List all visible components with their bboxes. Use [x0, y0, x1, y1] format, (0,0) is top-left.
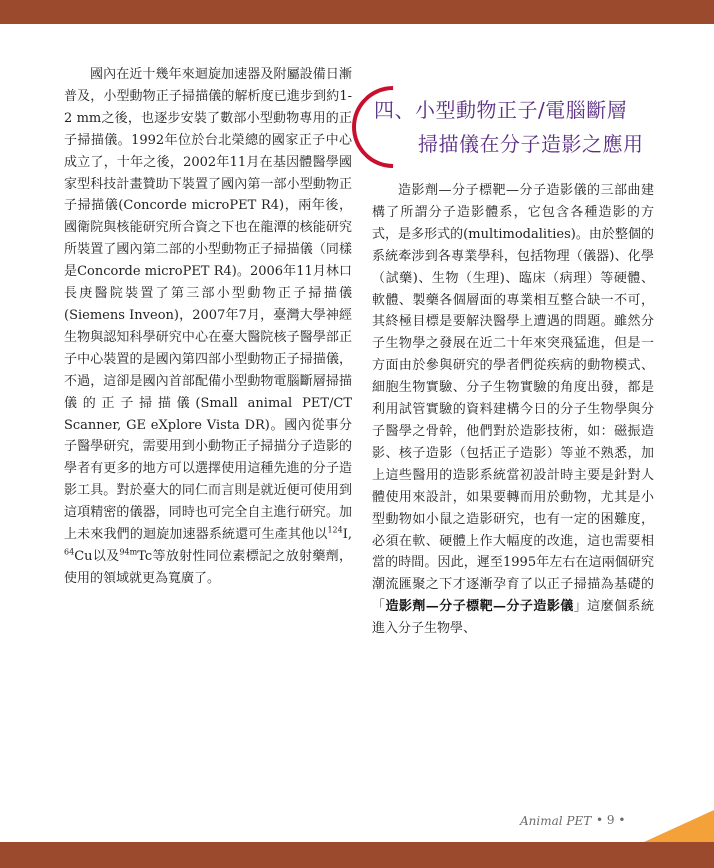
isotope-mass-64: 64: [64, 547, 75, 557]
section-heading: [348, 86, 688, 166]
right-text-part1: 造影劑—分子標靶—分子造影儀的三部曲建構了所謂分子造影體系，它包含各種造影的方式，是多形式的(multimodalities)。由於整個的系統牽涉到各專業學科，包括物理（儀器)、化學（試藥)、生物（生理)、臨床（病理）等硬體、軟體、製藥各個層面的專業相互整合缺一不可，其終極目標是要解決醫學上遭遇的問題。雖然分子生物學之發展在近二十年來突飛猛進，但是一方面由於參與研究的學者們從疾病的動物模式、細胞生物實驗、分子生物實驗的角度出發，都是利用試管實驗的資料建構今日的分子生物學與分子醫學之骨幹，他們對於造影技術，如：磁振造影、核子造影（包括正子造影）等並不熟悉，加上這些醫用的造影系統當初設計時主要是針對人體使用來設計，如果要轉而用於動物，尤其是小型動物如小鼠之造影研究，也有一定的困難度，必須在軟、硬體上作大幅度的改進，這也需要相當的時間。因此，遲至1995年左右在這兩個研究潮流匯聚之下才逐漸孕育了以正子掃描為基礎的「: [372, 183, 654, 615]
right-column: [372, 180, 654, 640]
footer-page-number: • 9 •: [596, 813, 626, 827]
isotope-copper: Cu以及: [74, 548, 120, 564]
footer-journal-name: Animal PET: [520, 814, 592, 828]
isotope-mass-124: 124: [327, 525, 343, 535]
isotope-mass-94m: 94m: [119, 547, 138, 557]
left-text-part1: 國內在近十幾年來迴旋加速器及附屬設備日漸普及，小型動物正子掃描儀的解析度已進步到約1-2 mm之後，也逐步安裝了數部小型動物專用的正子掃描儀。1992年位於台北榮總的國家正子中心成立了，十年之後，2002年11月在基因體醫學國家型科技計畫贊助下裝置了國內第一部小型動物正子掃描儀(Concorde microPET R4)，兩年後，國衛院與核能研究所合資之下也在龍潭的核能研究所裝置了國內第二部的小型動物正子掃描儀（同樣是Concorde microPET R4)。2006年11月林口長庚醫院裝置了第三部小型動物正子掃描儀(Siemens Inveon)，2007年7月，臺灣大學神經生物與認知科學研究中心在臺大醫院核子醫學部正子中心裝置的是國內第四部小型動物正子掃描儀，不過，這卻是國內首部配備小型動物電腦斷層掃描儀的正子掃描儀(Small animal PET/CT Scanner, GE eXplore Vista DR)。國內從事分子醫學研究，需要用到小動物正子掃描分子造影的學者有更多的地方可以選擇使用這種先進的分子造影工具。對於臺大的同仁而言則是就近便可使用到這項精密的儀器，同時也可完全自主進行研究。加上未來我們的迴旋加速器系統還可生產其他以: [64, 67, 352, 543]
footer-bar: [0, 842, 714, 868]
left-paragraph: [64, 64, 352, 590]
corner-accent-tab: [644, 810, 714, 842]
left-text-part2: Tc等放射性同位素標記之放射藥劑，使用的領域就更為寬廣了。: [64, 548, 352, 586]
heading-line1: 四、小型動物正子/電腦斷層: [374, 98, 628, 122]
right-text-part2: 」這麼個系統進入分子生物學、: [372, 599, 654, 637]
right-paragraph: [372, 180, 654, 640]
header-bar: [0, 0, 714, 24]
isotope-iodine: I,: [342, 527, 352, 543]
right-text-bold: 造影劑—分子標靶—分子造影儀: [385, 599, 574, 615]
heading-arc-decoration: [335, 69, 451, 185]
left-column: [64, 64, 352, 590]
heading-line2: 掃描儀在分子造影之應用: [418, 132, 644, 156]
